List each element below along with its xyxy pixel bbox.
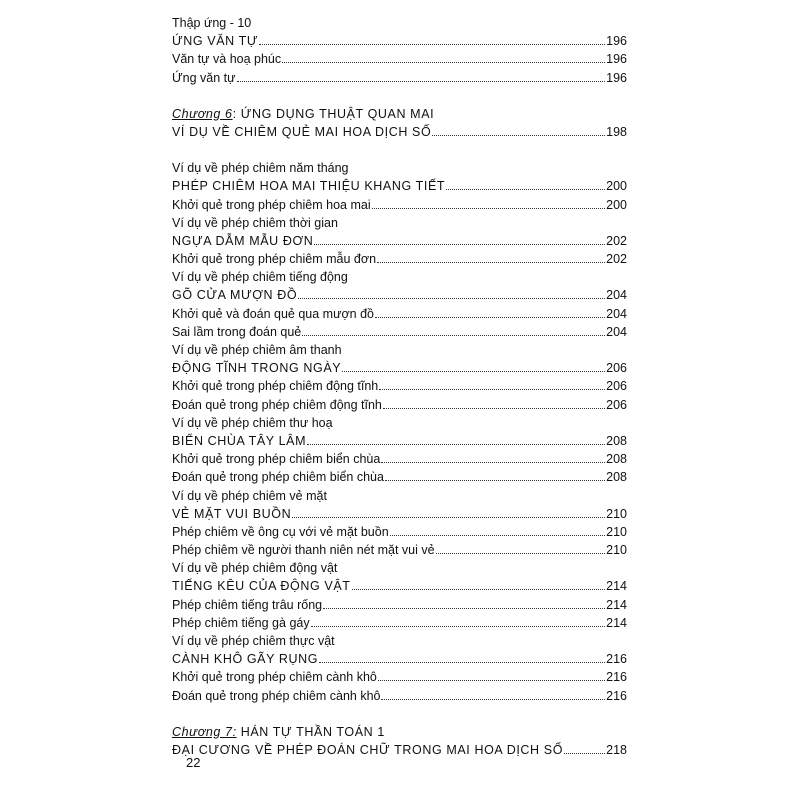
toc-entry-title: Ví dụ về phép chiêm tiếng động <box>172 270 348 285</box>
toc-entry-title: ĐỘNG TĨNH TRONG NGÀY <box>172 361 342 376</box>
toc-entry-title: Khởi quẻ trong phép chiêm biển chùa <box>172 452 381 467</box>
toc-entry <box>172 596 627 614</box>
toc-entry <box>172 177 627 195</box>
leader-dots <box>390 523 605 536</box>
leader-dots <box>298 286 605 299</box>
toc-entry-title: Phép chiêm về người thanh niên nét mặt vui vẻ <box>172 543 435 558</box>
toc-entry <box>172 359 627 377</box>
toc-entry-title: Ví dụ về phép chiêm vẻ mặt <box>172 488 327 503</box>
chapter-6-subtitle-page: 198 <box>606 124 627 139</box>
toc-entry <box>172 414 627 432</box>
toc-section-2 <box>172 159 627 705</box>
leader-dots <box>383 396 605 409</box>
toc-entry <box>172 559 627 577</box>
leader-dots <box>307 432 605 445</box>
toc-entry-title: Ứng văn tự <box>172 70 236 85</box>
table-of-contents <box>172 14 627 759</box>
toc-entry-title: Khởi quẻ trong phép chiêm cành khô <box>172 670 377 685</box>
toc-entry-page: 214 <box>606 579 627 594</box>
toc-entry-page: 196 <box>606 52 627 67</box>
leader-dots <box>436 541 606 554</box>
toc-entry-title: Văn tự và hoạ phúc <box>172 52 282 67</box>
spacer <box>172 141 627 159</box>
toc-entry <box>172 69 627 87</box>
leader-dots <box>372 196 606 209</box>
spacer <box>172 87 627 105</box>
toc-entry-page: 208 <box>606 452 627 467</box>
toc-section-1 <box>172 14 627 87</box>
toc-entry-title: Khởi quẻ trong phép chiêm mẫu đơn <box>172 252 377 267</box>
toc-entry-title: GÕ CỬA MƯỢN ĐỒ <box>172 288 298 303</box>
toc-entry-title: CÀNH KHÔ GÃY RỤNG <box>172 652 319 667</box>
leader-dots <box>352 577 606 590</box>
toc-entry-page: 202 <box>606 252 627 267</box>
toc-entry-page: 196 <box>606 34 627 49</box>
toc-entry <box>172 196 627 214</box>
toc-entry-page: 214 <box>606 615 627 630</box>
toc-entry <box>172 232 627 250</box>
leader-dots <box>379 377 605 390</box>
leader-dots <box>564 741 605 754</box>
toc-entry-title: VẺ MẶT VUI BUỒN <box>172 506 292 521</box>
toc-entry-page: 216 <box>606 688 627 703</box>
toc-entry-title: Phép chiêm tiếng trâu rống <box>172 597 323 612</box>
toc-entry-title: Khởi quẻ trong phép chiêm động tĩnh <box>172 379 379 394</box>
toc-entry <box>172 450 627 468</box>
toc-entry-page: 208 <box>606 470 627 485</box>
toc-entry <box>172 487 627 505</box>
toc-entry-page: 210 <box>606 543 627 558</box>
toc-entry-page: 210 <box>606 524 627 539</box>
leader-dots <box>342 359 605 372</box>
leader-dots <box>237 69 606 82</box>
toc-entry-title: Thập ứng - 10 <box>172 16 252 30</box>
toc-entry-title: Phép chiêm về ông cụ với vẻ mặt buồn <box>172 524 389 539</box>
toc-entry <box>172 341 627 359</box>
toc-entry <box>172 32 627 50</box>
leader-dots <box>385 468 605 481</box>
leader-dots <box>319 650 605 663</box>
page-number: 22 <box>186 755 201 770</box>
toc-entry <box>172 214 627 232</box>
toc-entry-title: Ví dụ về phép chiêm thư hoạ <box>172 415 333 430</box>
toc-entry-title: Đoán quẻ trong phép chiêm động tĩnh <box>172 397 382 412</box>
toc-entry <box>172 541 627 559</box>
toc-entry <box>172 250 627 268</box>
toc-entry <box>172 50 627 68</box>
chapter-7-subtitle-page: 218 <box>606 742 627 757</box>
leader-dots <box>311 614 606 627</box>
toc-entry <box>172 523 627 541</box>
toc-entry <box>172 159 627 177</box>
leader-dots <box>323 596 605 609</box>
toc-entry-page: 206 <box>606 397 627 412</box>
toc-entry-page: 216 <box>606 652 627 667</box>
toc-entry-page: 216 <box>606 670 627 685</box>
toc-entry <box>172 377 627 395</box>
toc-entry-title: Sai lầm trong đoán quẻ <box>172 324 302 339</box>
toc-entry <box>172 577 627 595</box>
toc-entry-title: NGỰA DẪM MẪU ĐƠN <box>172 233 314 248</box>
chapter-7-title: HÁN TỰ THẦN TOÁN 1 <box>236 724 385 739</box>
toc-entry <box>172 14 627 32</box>
toc-entry-page: 200 <box>606 197 627 212</box>
toc-entry <box>172 668 627 686</box>
toc-entry <box>172 468 627 486</box>
toc-entry-page: 200 <box>606 179 627 194</box>
leader-dots <box>314 232 605 245</box>
toc-entry-page: 208 <box>606 433 627 448</box>
leader-dots <box>259 32 605 45</box>
toc-entry-page: 196 <box>606 70 627 85</box>
leader-dots <box>302 323 605 336</box>
leader-dots <box>282 50 605 63</box>
toc-entry-title: PHÉP CHIÊM HOA MAI THIỆU KHANG TIẾT <box>172 179 446 194</box>
leader-dots <box>375 305 605 318</box>
toc-entry-page: 204 <box>606 288 627 303</box>
leader-dots <box>378 668 605 681</box>
toc-entry-title: Phép chiêm tiếng gà gáy <box>172 615 310 630</box>
toc-entry-title: BIỂN CHÙA TÂY LÂM <box>172 433 307 448</box>
chapter-7-subtitle-row <box>172 741 627 759</box>
chapter-6-subtitle: VÍ DỤ VỀ CHIÊM QUẺ MAI HOA DỊCH SỐ <box>172 124 432 139</box>
toc-entry-title: Ví dụ về phép chiêm năm tháng <box>172 161 349 176</box>
leader-dots <box>377 250 605 263</box>
toc-entry-title: Đoán quẻ trong phép chiêm biển chùa <box>172 470 384 485</box>
toc-entry <box>172 305 627 323</box>
toc-entry-page: 204 <box>606 306 627 321</box>
leader-dots <box>381 450 605 463</box>
toc-entry-title: TIẾNG KÊU CỦA ĐỘNG VẬT <box>172 579 351 594</box>
chapter-6-heading <box>172 105 627 123</box>
chapter-7-heading <box>172 723 627 741</box>
toc-entry <box>172 432 627 450</box>
spacer <box>172 705 627 723</box>
toc-entry-title: ỨNG VĂN TỰ <box>172 34 259 49</box>
toc-entry <box>172 650 627 668</box>
toc-entry-title: Ví dụ về phép chiêm thực vật <box>172 634 335 648</box>
toc-entry <box>172 687 627 705</box>
toc-entry <box>172 396 627 414</box>
toc-entry-page: 210 <box>606 506 627 521</box>
toc-entry-page: 204 <box>606 324 627 339</box>
chapter-6-title: : ỨNG DỤNG THUẬT QUAN MAI <box>232 106 435 121</box>
toc-entry <box>172 505 627 523</box>
toc-entry-title: Khởi quẻ trong phép chiêm hoa mai <box>172 197 371 212</box>
toc-entry <box>172 286 627 304</box>
toc-entry-title: Đoán quẻ trong phép chiêm cành khô <box>172 688 381 703</box>
toc-entry-page: 206 <box>606 361 627 376</box>
leader-dots <box>432 123 605 136</box>
chapter-6-label: Chương 6 <box>172 106 233 121</box>
toc-entry-title: Ví dụ về phép chiêm thời gian <box>172 215 338 230</box>
toc-entry-title: Ví dụ về phép chiêm âm thanh <box>172 343 342 357</box>
toc-entry-page: 202 <box>606 233 627 248</box>
chapter-6-subtitle-row <box>172 123 627 141</box>
toc-entry-title: Khởi quẻ và đoán quẻ qua mượn đồ <box>172 306 374 321</box>
toc-entry-title: Ví dụ về phép chiêm động vật <box>172 561 338 576</box>
chapter-7-label: Chương 7: <box>172 724 237 739</box>
chapter-7-subtitle: ĐẠI CƯƠNG VỀ PHÉP ĐOÁN CHỮ TRONG MAI HOA DỊCH SỐ <box>172 742 564 757</box>
toc-entry <box>172 268 627 286</box>
toc-entry <box>172 632 627 650</box>
leader-dots <box>446 177 605 190</box>
toc-entry <box>172 614 627 632</box>
toc-entry <box>172 323 627 341</box>
leader-dots <box>381 687 605 700</box>
toc-entry-page: 206 <box>606 379 627 394</box>
toc-entry-page: 214 <box>606 597 627 612</box>
leader-dots <box>292 505 605 518</box>
